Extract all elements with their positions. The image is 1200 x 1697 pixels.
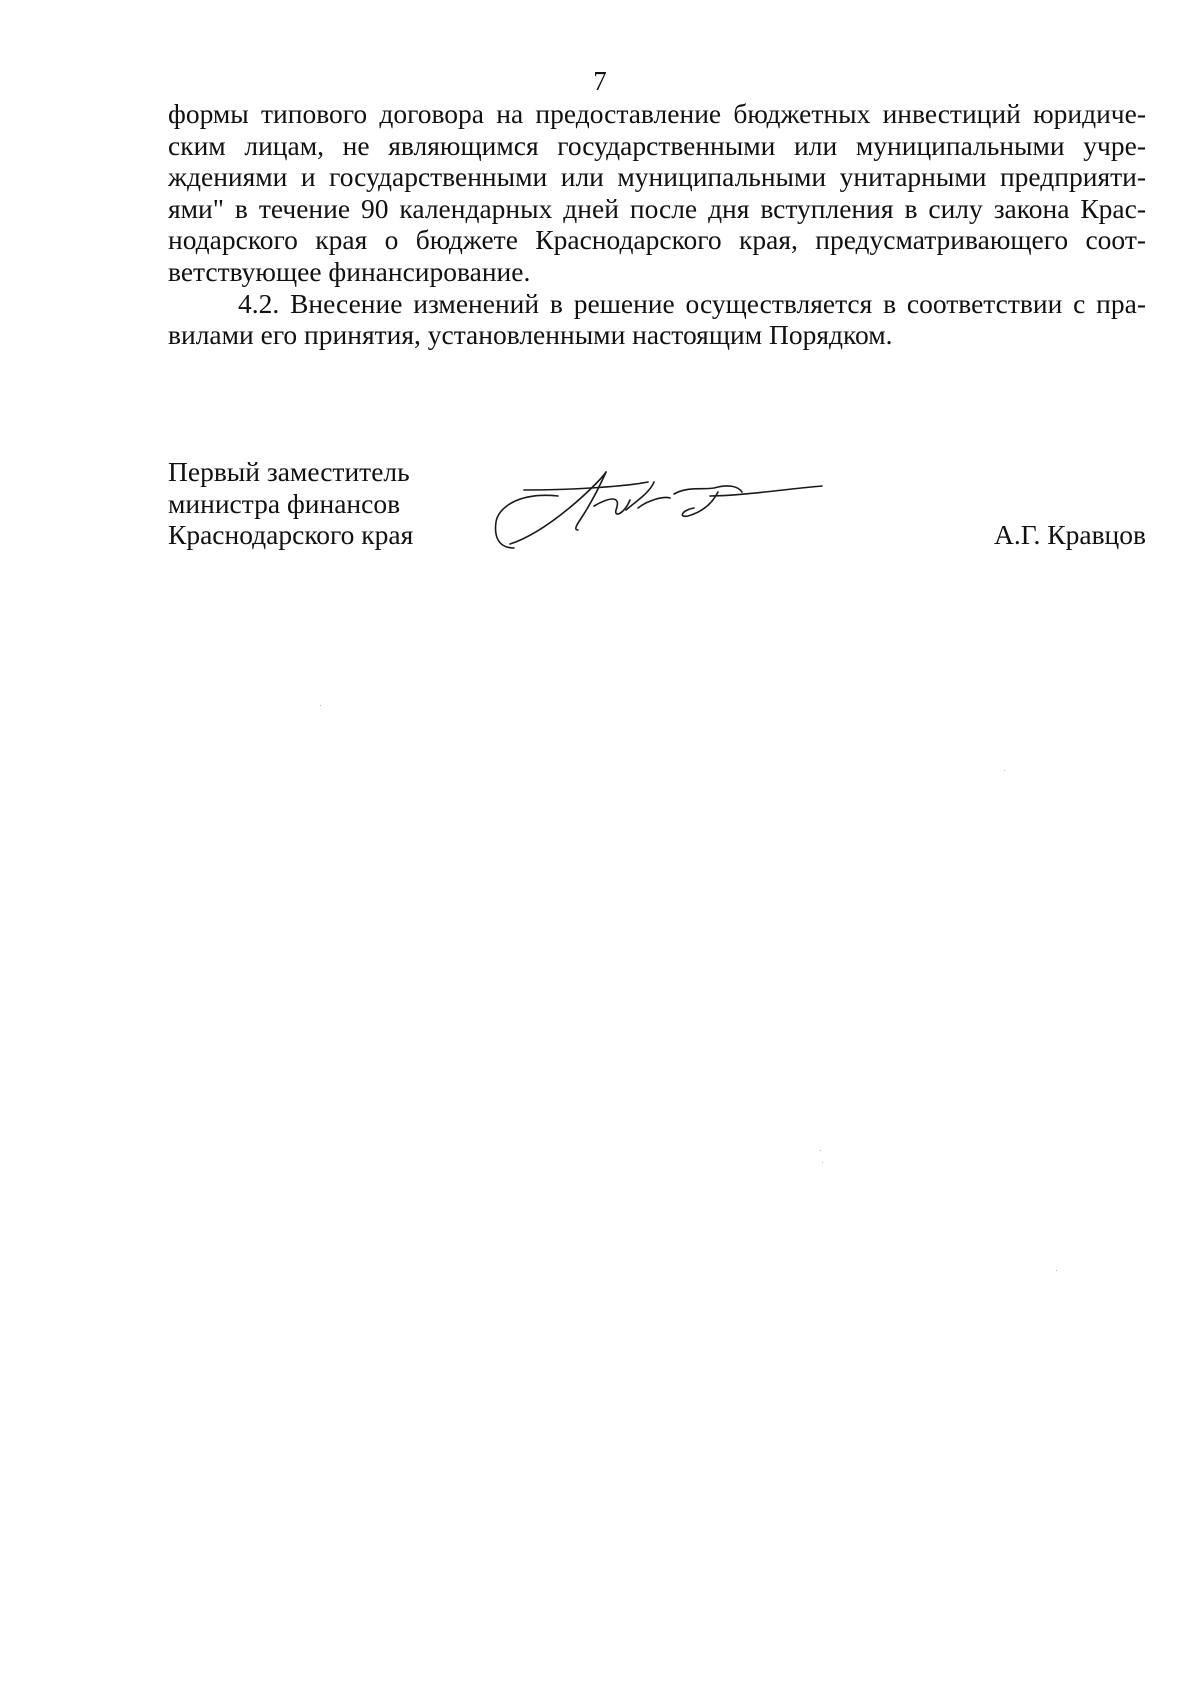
text-line: ветствующее финансирование. (168, 255, 531, 287)
text-line: нодарского края о бюджете Краснодарского края, предусматривающего соот- (168, 224, 1146, 256)
paragraph-2 (168, 288, 1146, 351)
text-line: вилами его принятия, установленными настоящим Порядком. (168, 319, 893, 351)
text-line: ждениями и государственными или муниципальными унитарными предприяти- (168, 161, 1146, 193)
position-line: Краснодарского края (168, 519, 414, 551)
paragraph-1 (168, 98, 1146, 288)
scan-speck (820, 1150, 821, 1151)
text-line: ями" в течение 90 календарных дней после дня вступления в силу закона Крас- (168, 192, 1146, 224)
page-number: 7 (593, 66, 607, 96)
scan-speck (822, 1162, 823, 1163)
document-body (168, 98, 1146, 351)
scan-speck (320, 705, 321, 706)
signatory-position (168, 456, 413, 551)
text-line: 4.2. Внесение изменений в решение осуществляется в соответствии с пра- (238, 287, 1146, 319)
position-line: Первый заместитель (168, 456, 410, 487)
signer-name: А.Г. Кравцов (993, 519, 1146, 550)
scan-speck (1004, 770, 1005, 771)
position-line: министра финансов (168, 487, 401, 519)
text-line: ским лицам, не являющимся государственными или муниципальными учре- (168, 129, 1146, 161)
signature-icon (488, 470, 838, 570)
text-line: формы типового договора на предоставление бюджетных инвестиций юридиче- (168, 98, 1146, 129)
scan-speck (1056, 1270, 1057, 1271)
